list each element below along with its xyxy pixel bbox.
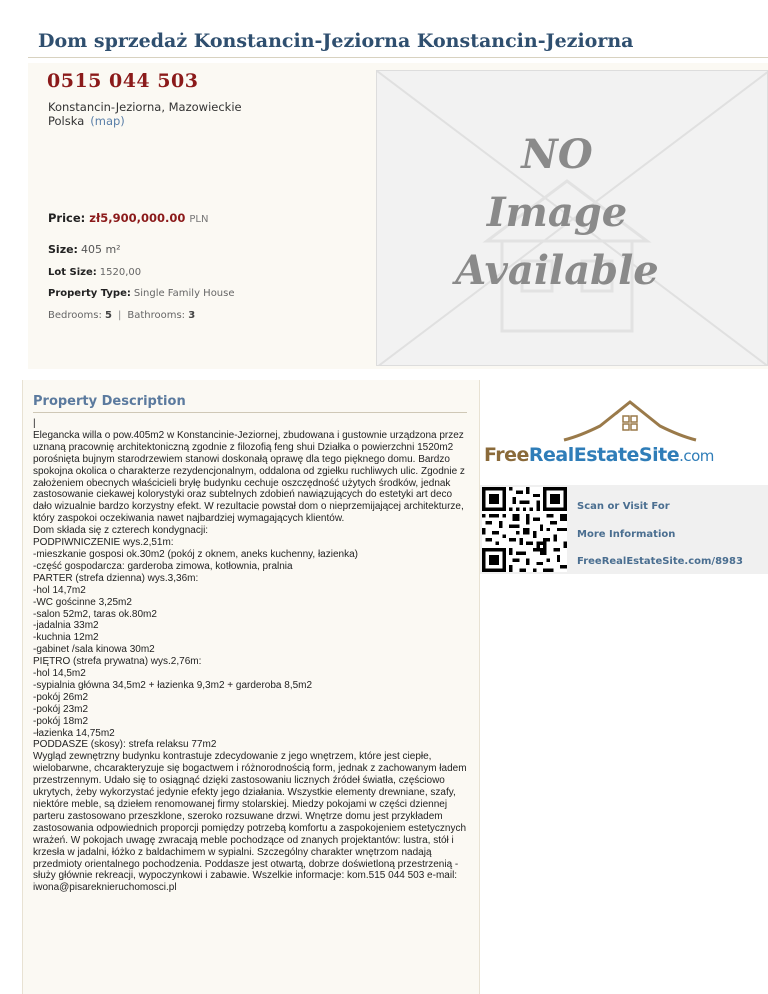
address — [48, 100, 242, 128]
brand-part-free: Free — [484, 444, 529, 466]
bathrooms-value: 3 — [188, 310, 196, 321]
bedrooms-label: Bedrooms: — [48, 310, 102, 321]
size-value: 405 m² — [80, 243, 121, 256]
brand-part-com: .com — [679, 447, 714, 465]
no-image-line-1: NO — [521, 131, 593, 178]
rooms-row — [48, 310, 195, 321]
no-image-line-3: Available — [455, 247, 659, 294]
description-text: | Elegancka willa o pow.405m2 w Konstancinie-Jeziornej, zbudowana i gustownie urządzona przez uznaną pracownię architektoniczną zgodnie z filozofią feng shui Działka o powierzchni 1520m2 porośnięta bujnym starodrzewiem stanowi doskonałą oprawę dla tego pięknego domu. Bardzo spokojna okolica o charakterze rezydencjonalnym, oddalona od zgiełku ruchliwych ulic. Zgodnie z założeniem obecnych właścicieli bryłę budynku cechuje oszczędność użytych środków, jednak zastosowanie ciekawej kolorystyki oraz subtelnych zdobień nawiązujących do estetyki art deco dało wizualnie bardzo korzystny efekt. W rezultacie powstał dom o nieprzemijającej architekturze, który zaspokoi oczekiwania nawet najbardziej wymagających klientów. Dom składa się z czterech kondygnacji: PODPIWNICZENIE wys.2,51m: -mieszkanie gosposi ok.30m2 (pokój z oknem, aneks kuchenny, łazienka) -część gospodarcza: garderoba zimowa, kotłownia, pralnia PARTER (strefa dzienna) wys.3,36m: -hol 14,7m2 -WC gościnne 3,25m2 -salon 52m2, taras ok.80m2 -jadalnia 33m2 -kuchnia 12m2 -gabinet /sala kinowa 30m2 PIĘTRO (strefa prywatna) wys.2,76m: -hol 14,5m2 -sypialnia główna 34,5m2 + łazienka 9,3m2 + garderoba 8,5m2 -pokój 26m2 -pokój 23m2 -pokój 18m2 -łazienka 14,75m2 PODDASZE (skosy): strefa relaksu 77m2 Wygląd zewnętrzny budynku kontrastuje zdecydowanie z jego wnętrzem, które jest ciepłe, wielobarwne, chcarakteryzuje się bogactwem i różnorodnością form, jednak z zachowanym ładem przestrzennym. Udało się to osiągnąć dzięki zastosowaniu licznych źródeł światła, częściowo ukrytych, żeby wykorzystać jedynie efekty jego działania. Wszystkie elementy drewniane, szafy, niektóre meble, są dziełem renomowanej firmy stolarskiej. Miedzy pokojami w części dziennej parteru zastosowano przeszklone, szeroko rozsuwane drzwi. Wnętrze domu jest przykładem zastosowania odpowiednich proporcji pomiędzy potrzebą komfortu a zaspokojeniem estetycznych wrażeń. W pokojach uwagę zwracają meble pochodzące od znanych projektantów: lustra, stół i krzesła w jadalni, łóżko z baldachimem w sypialni. Szczególny charakter wnętrzom nadają przedmioty orientalnego pochodzenia. Poddasze jest otwartą, dobrze doświetloną przestrzenią - służy głównie rekreacji, wypoczynkowi i zabawie. Wszelkie informacje: kom.515 044 503 e-mail: iwona@pisareknieruchomosci.pl — [33, 418, 467, 894]
description-heading: Property Description — [33, 394, 186, 409]
price-row — [48, 211, 208, 225]
brand-logo[interactable] — [484, 444, 714, 466]
description-divider — [33, 412, 467, 413]
address-line-2 — [48, 114, 242, 128]
qr-text-scan: Scan or Visit For — [577, 501, 670, 512]
price-currency: PLN — [189, 214, 209, 225]
lot-size-value: 1520,00 — [99, 267, 142, 278]
qr-url-link[interactable]: FreeRealEstateSite.com/8983 — [577, 556, 743, 567]
lot-size-row — [48, 267, 141, 278]
phone-number[interactable]: 0515 044 503 — [47, 70, 199, 92]
no-image-placeholder — [376, 70, 768, 366]
price-label: Price: — [48, 211, 86, 225]
bathrooms-label: Bathrooms: — [127, 310, 186, 321]
country: Polska — [48, 114, 85, 128]
qr-text-more-info: More Information — [577, 529, 676, 540]
qr-panel — [480, 485, 768, 574]
property-type-row — [48, 288, 235, 299]
page-title: Dom sprzedaż Konstancin-Jeziorna Konstancin-Jeziorna — [38, 30, 634, 52]
listing-summary-panel — [28, 63, 768, 369]
description-panel — [22, 380, 480, 994]
lot-size-label: Lot Size: — [48, 267, 97, 278]
address-line-1: Konstancin-Jeziorna, Mazowieckie — [48, 100, 242, 114]
brand-part-realestatesite: RealEstateSite — [528, 444, 680, 466]
rooms-separator: | — [117, 310, 122, 321]
property-type-label: Property Type: — [48, 288, 131, 299]
no-image-line-2: Image — [486, 189, 628, 236]
house-roof-logo-icon — [560, 396, 700, 444]
price-value: zł5,900,000.00 — [89, 211, 186, 225]
size-label: Size: — [48, 243, 78, 256]
map-link[interactable]: (map) — [90, 114, 125, 128]
bedrooms-value: 5 — [105, 310, 112, 321]
qr-code-icon[interactable] — [482, 487, 567, 572]
size-row — [48, 243, 121, 256]
property-type-value: Single Family House — [133, 288, 235, 299]
title-divider — [28, 57, 768, 58]
